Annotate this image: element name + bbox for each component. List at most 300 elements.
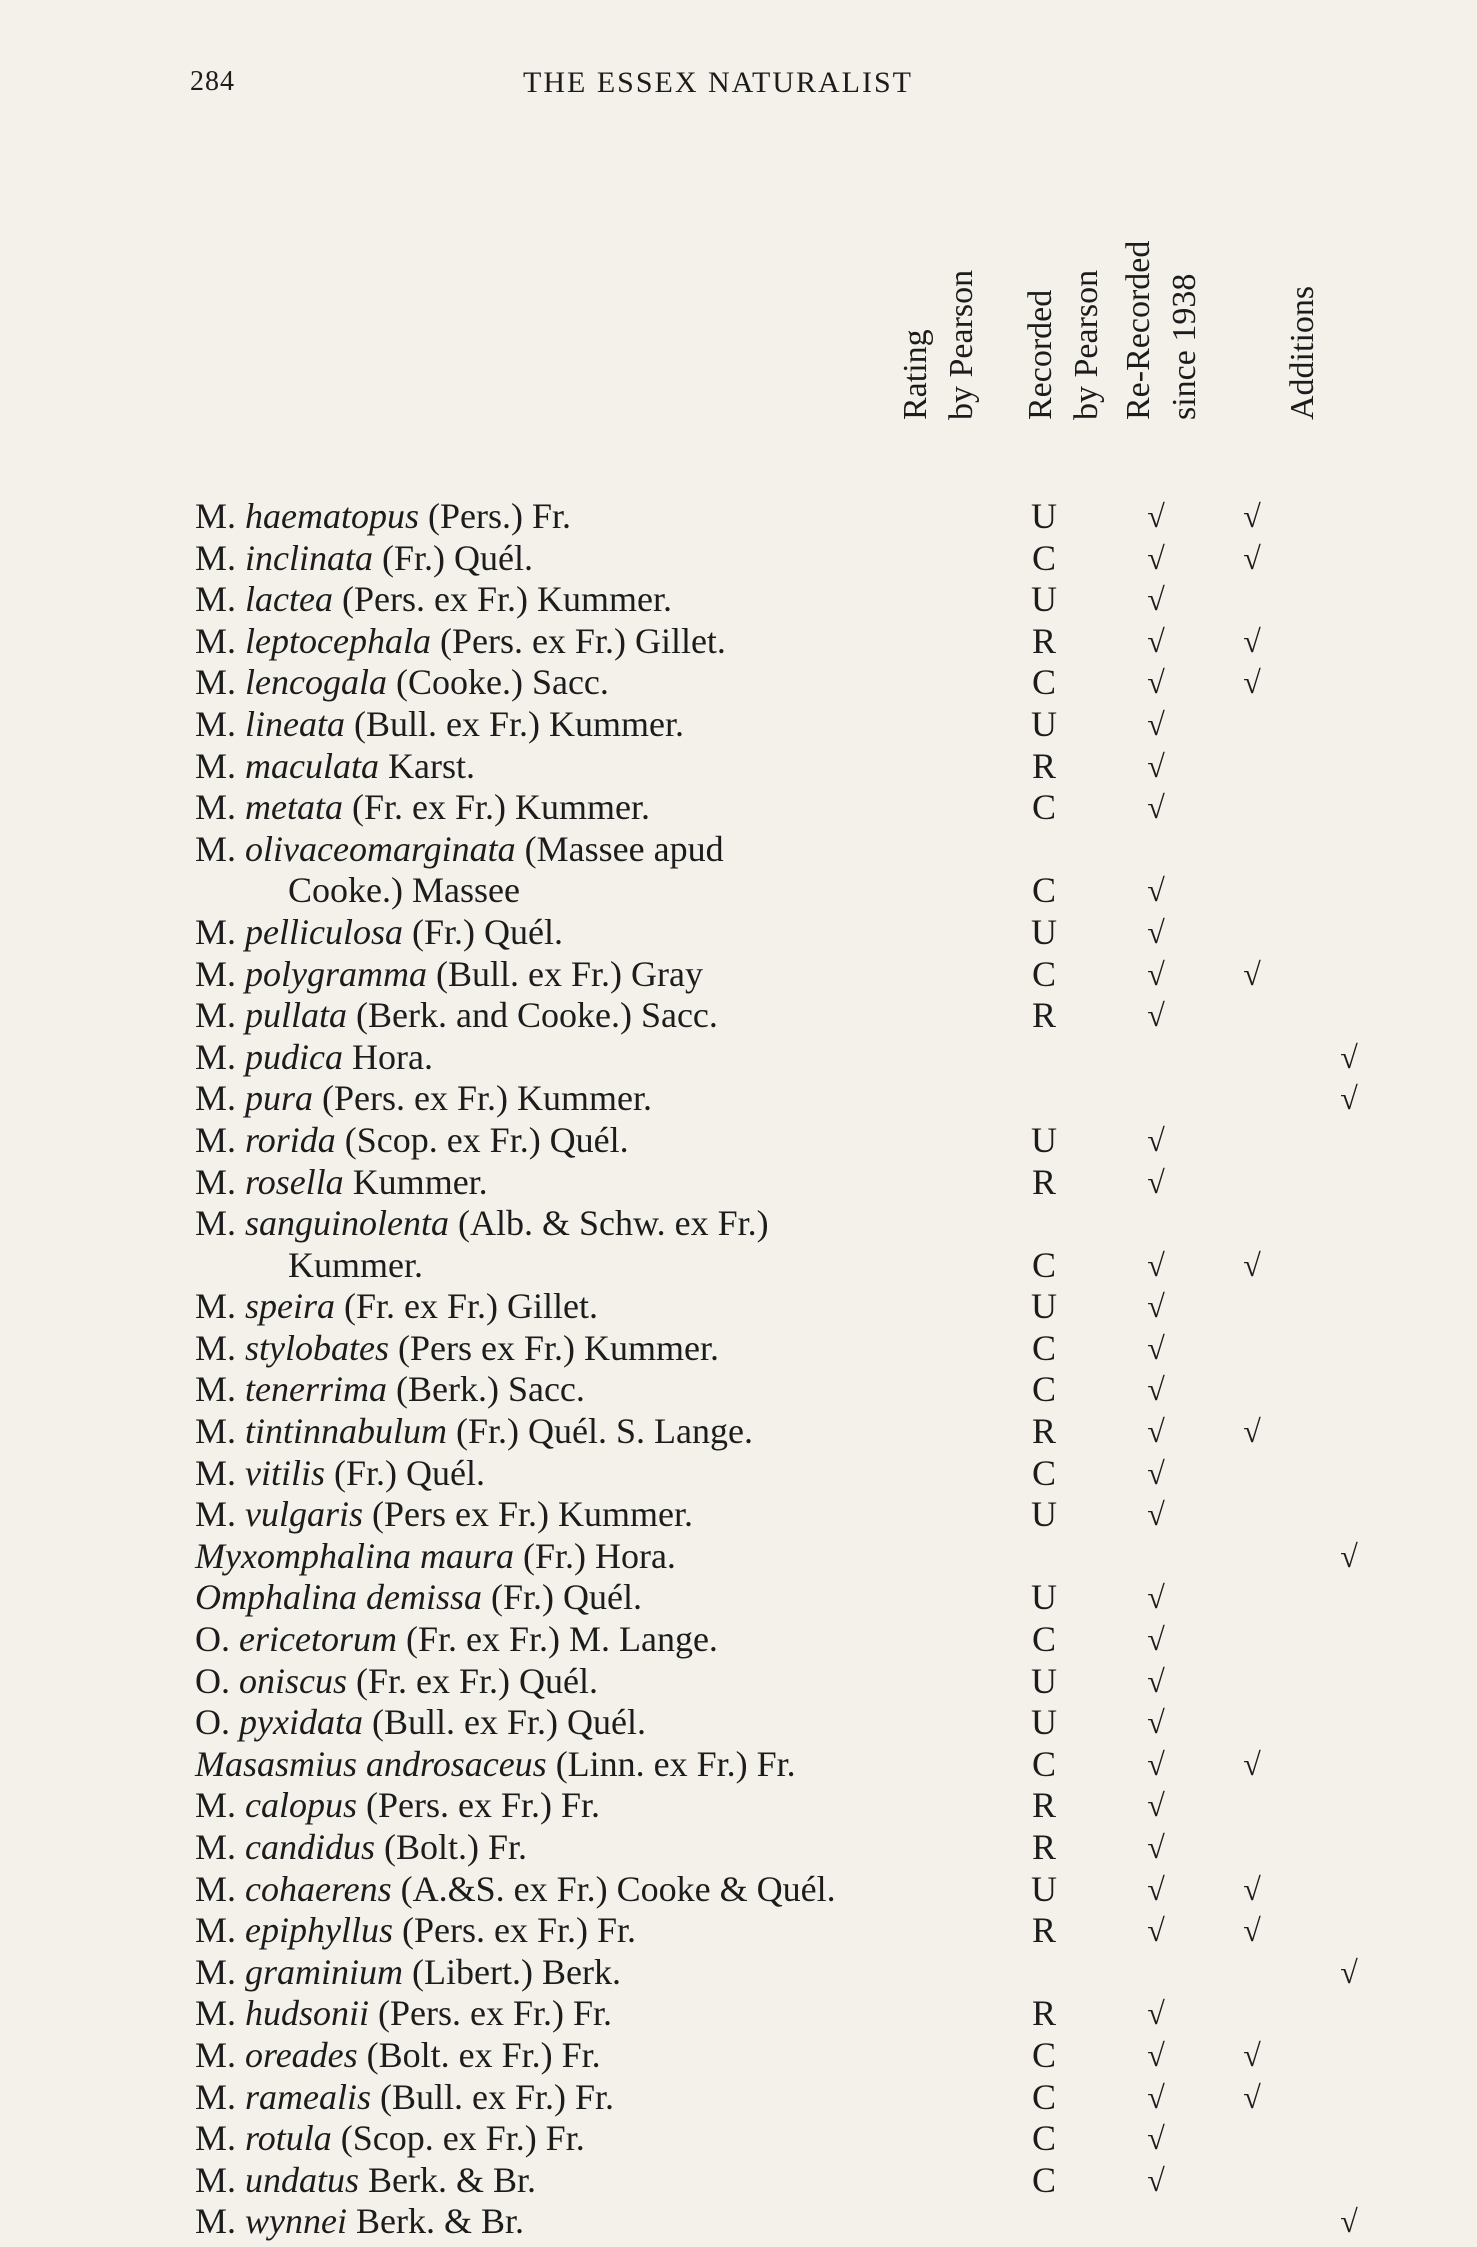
species-name <box>195 787 650 829</box>
epithet: vitilis <box>245 1452 326 1493</box>
rating-cell: C <box>1031 1619 1056 1660</box>
genus: M. <box>195 1452 237 1493</box>
genus: M. <box>195 787 237 828</box>
authority: (Libert.) Berk. <box>412 1951 621 1992</box>
authority: (Bull. ex Fr.) Quél. <box>371 1702 646 1743</box>
epithet: lineata <box>245 703 345 744</box>
genus: M. <box>195 1369 237 1410</box>
rating-cell: C <box>1031 662 1056 703</box>
species-row <box>0 662 1477 704</box>
recorded-cell: √ <box>1147 705 1165 742</box>
rating-cell: R <box>1031 1993 1056 2034</box>
recorded-cell: √ <box>1147 539 1165 576</box>
species-name <box>195 2077 614 2119</box>
rerecorded-cell: √ <box>1243 498 1261 534</box>
addition-cell: √ <box>1340 1038 1358 1075</box>
epithet: polygramma <box>245 953 428 994</box>
rating-cell: C <box>1031 2159 1056 2200</box>
species-name <box>195 1536 676 1578</box>
epithet: pura <box>245 1078 314 1119</box>
rating-cell: C <box>1031 787 1056 828</box>
column-header-line: Rating <box>897 329 934 420</box>
species-name <box>195 1952 621 1994</box>
species-name <box>195 579 672 621</box>
authority: (Fr.) Quél. S. Lange. <box>456 1411 753 1452</box>
species-name <box>195 2118 585 2160</box>
epithet: rorida <box>245 1119 336 1160</box>
species-name <box>195 621 726 663</box>
epithet: rotula <box>245 2118 332 2159</box>
species-row <box>0 870 1477 912</box>
genus: M. <box>195 579 237 620</box>
species-name <box>195 1619 718 1661</box>
recorded-cell: √ <box>1147 1496 1165 1533</box>
authority: (Pers. ex Fr.) Gillet. <box>439 620 726 661</box>
species-row <box>0 1702 1477 1744</box>
authority: (Alb. & Schw. ex Fr.) <box>458 1203 769 1244</box>
species-name <box>195 496 571 538</box>
genus: M. <box>195 1036 237 1077</box>
epithet: undatus <box>245 2159 360 2200</box>
species-row <box>0 1993 1477 2035</box>
rerecorded-cell: √ <box>1243 664 1261 701</box>
species-row <box>0 1203 1477 1245</box>
species-name <box>195 870 520 912</box>
authority: (Cooke.) Sacc. <box>395 662 609 703</box>
epithet: graminium <box>245 1951 404 1992</box>
rating-cell: U <box>1031 1286 1057 1327</box>
authority: Berk. & Br. <box>368 2159 537 2200</box>
epithet: sanguinolenta <box>245 1203 450 1244</box>
rating-cell: C <box>1031 537 1056 578</box>
epithet: speira <box>245 1286 336 1327</box>
species-row <box>0 954 1477 996</box>
authority: (Pers ex Fr.) Kummer. <box>398 1327 719 1368</box>
species-row <box>0 787 1477 829</box>
species-name <box>195 1078 652 1120</box>
addition-cell: √ <box>1340 1080 1358 1117</box>
genus: Myxomphalina <box>195 1535 411 1576</box>
rating-cell: R <box>1031 745 1056 786</box>
species-name-continuation: Kummer. <box>288 1244 423 1285</box>
epithet: androsaceus <box>366 1743 547 1784</box>
epithet: tenerrima <box>245 1369 387 1410</box>
species-name <box>195 912 563 954</box>
species-row <box>0 1785 1477 1827</box>
authority: (Pers. ex Fr.) Fr. <box>378 1993 613 2034</box>
species-row <box>0 1120 1477 1162</box>
authority: (Massee apud <box>524 828 724 869</box>
species-name <box>195 1411 753 1453</box>
species-row <box>0 1869 1477 1911</box>
species-row <box>0 1162 1477 1204</box>
species-row <box>0 1577 1477 1619</box>
authority: Hora. <box>352 1036 433 1077</box>
species-name <box>195 2160 536 2202</box>
rating-cell: U <box>1031 1494 1057 1535</box>
genus: M. <box>195 2159 237 2200</box>
species-name <box>195 662 609 704</box>
addition-cell: √ <box>1340 1537 1358 1574</box>
rating-cell: R <box>1031 1785 1056 1826</box>
species-row <box>0 1536 1477 1578</box>
species-name <box>195 1203 769 1245</box>
genus: M. <box>195 1203 237 1244</box>
genus: M. <box>195 703 237 744</box>
species-name <box>195 1827 527 1869</box>
authority: (Bull. ex Fr.) Gray <box>436 953 703 994</box>
column-header-line: Re-Recorded <box>1120 240 1157 420</box>
epithet: tintinnabulum <box>245 1411 448 1452</box>
species-row <box>0 1952 1477 1994</box>
epithet: candidus <box>245 1827 376 1867</box>
species-name <box>195 1369 585 1411</box>
species-name-continuation: Cooke.) Massee <box>288 870 520 911</box>
genus: M. <box>195 620 237 661</box>
species-name <box>195 1744 796 1786</box>
species-row <box>0 2118 1477 2160</box>
species-row <box>0 538 1477 580</box>
authority: (Linn. ex Fr.) Fr. <box>555 1743 796 1784</box>
epithet: haematopus <box>245 496 420 536</box>
recorded-cell: √ <box>1147 1454 1165 1491</box>
species-name <box>195 1162 488 1204</box>
column-header-line: by Pearson <box>1068 269 1105 420</box>
species-row <box>0 2035 1477 2077</box>
genus: Omphalina <box>195 1577 357 1618</box>
page-number: 284 <box>190 66 235 97</box>
species-list <box>0 496 1477 2243</box>
epithet: calopus <box>245 1785 358 1826</box>
recorded-cell: √ <box>1147 789 1165 826</box>
rating-cell: C <box>1031 1327 1056 1368</box>
genus: M. <box>195 1327 237 1368</box>
recorded-cell: √ <box>1147 2036 1165 2073</box>
species-row <box>0 2160 1477 2202</box>
epithet: cohaerens <box>245 1868 392 1909</box>
column-header-additions <box>1284 160 1372 420</box>
genus: M. <box>195 662 237 703</box>
authority: (Fr.) Hora. <box>522 1535 676 1576</box>
genus: M. <box>195 995 237 1036</box>
authority: (Pers.) Fr. <box>428 496 572 536</box>
authority: (Fr.) Quél. <box>382 537 533 578</box>
rating-cell: C <box>1031 2076 1056 2117</box>
recorded-cell: √ <box>1147 622 1165 659</box>
rerecorded-cell: √ <box>1243 1413 1261 1450</box>
authority: (Fr.) Quél. <box>491 1577 642 1618</box>
genus: M. <box>195 828 237 869</box>
genus: M. <box>195 2201 237 2242</box>
authority: (Pers. ex Fr.) Fr. <box>366 1785 601 1826</box>
genus: M. <box>195 1910 237 1951</box>
epithet: metata <box>245 787 343 828</box>
rating-cell: U <box>1031 1660 1057 1701</box>
genus: M. <box>195 1078 237 1119</box>
addition-cell: √ <box>1340 1953 1358 1990</box>
authority: (Fr.) Quél. <box>412 911 563 952</box>
authority: (Bolt. ex Fr.) Fr. <box>366 2034 601 2075</box>
rating-cell: C <box>1031 2118 1056 2159</box>
genus: M. <box>195 1993 237 2034</box>
rating-cell: C <box>1031 870 1056 911</box>
recorded-cell: √ <box>1147 2161 1165 2198</box>
recorded-cell: √ <box>1147 1704 1165 1741</box>
recorded-cell: √ <box>1147 913 1165 950</box>
species-row <box>0 1661 1477 1703</box>
rating-cell: C <box>1031 1452 1056 1493</box>
recorded-cell: √ <box>1147 1329 1165 1366</box>
authority: (Berk. and Cooke.) Sacc. <box>356 995 718 1036</box>
species-name <box>195 954 703 996</box>
recorded-cell: √ <box>1147 1870 1165 1907</box>
epithet: inclinata <box>245 537 374 578</box>
rerecorded-cell: √ <box>1243 1745 1261 1782</box>
recorded-cell: √ <box>1147 1995 1165 2032</box>
recorded-cell: √ <box>1147 747 1165 784</box>
genus: M. <box>195 953 237 994</box>
recorded-cell: √ <box>1147 1163 1165 1200</box>
species-row <box>0 579 1477 621</box>
genus: M. <box>195 1827 237 1867</box>
genus: O. <box>195 1660 230 1701</box>
recorded-cell: √ <box>1147 1662 1165 1699</box>
species-row <box>0 496 1477 538</box>
authority: (Pers. ex Fr.) Kummer. <box>341 579 672 620</box>
genus: M. <box>195 1868 237 1909</box>
rerecorded-cell: √ <box>1243 622 1261 659</box>
authority: (Berk.) Sacc. <box>396 1369 585 1410</box>
rerecorded-cell: √ <box>1243 2036 1261 2073</box>
authority: (Scop. ex Fr.) Fr. <box>340 2118 585 2159</box>
authority: Karst. <box>388 745 475 786</box>
epithet: rosella <box>245 1161 344 1202</box>
rerecorded-cell: √ <box>1243 1870 1261 1907</box>
genus: M. <box>195 1411 237 1452</box>
genus: M. <box>195 2034 237 2075</box>
genus: M. <box>195 1785 237 1826</box>
recorded-cell: √ <box>1147 664 1165 701</box>
recorded-cell: √ <box>1147 1121 1165 1158</box>
epithet: maculata <box>245 745 379 786</box>
rating-cell: U <box>1031 1119 1057 1160</box>
species-row <box>0 2077 1477 2119</box>
species-name <box>195 1910 636 1952</box>
epithet: vulgaris <box>245 1494 364 1535</box>
rating-cell: R <box>1031 620 1056 661</box>
genus: O. <box>195 1702 230 1743</box>
rerecorded-cell: √ <box>1243 2078 1261 2115</box>
rerecorded-cell: √ <box>1243 955 1261 992</box>
rating-cell: R <box>1031 1411 1056 1452</box>
recorded-cell: √ <box>1147 1787 1165 1824</box>
species-row <box>0 1286 1477 1328</box>
rating-cell: C <box>1031 953 1056 994</box>
genus: M. <box>195 1951 237 1992</box>
species-name <box>195 2035 601 2077</box>
species-name <box>195 704 684 746</box>
authority: (Bull. ex Fr.) Kummer. <box>354 703 684 744</box>
recorded-cell: √ <box>1147 1288 1165 1325</box>
epithet: lactea <box>245 579 333 620</box>
rerecorded-cell: √ <box>1243 1246 1261 1283</box>
epithet: pelliculosa <box>245 911 403 952</box>
species-name <box>195 1245 423 1287</box>
recorded-cell: √ <box>1147 1829 1165 1865</box>
genus: M. <box>195 496 237 536</box>
species-row <box>0 1827 1477 1869</box>
recorded-cell: √ <box>1147 1745 1165 1782</box>
genus: M. <box>195 1286 237 1327</box>
genus: M. <box>195 1119 237 1160</box>
genus: M. <box>195 2118 237 2159</box>
recorded-cell: √ <box>1147 1371 1165 1408</box>
species-name <box>195 1785 600 1827</box>
epithet: hudsonii <box>245 1993 370 2034</box>
rating-cell: U <box>1031 1702 1057 1743</box>
rating-cell: U <box>1031 703 1057 744</box>
rating-cell: C <box>1031 1369 1056 1410</box>
column-header-line: Additions <box>1284 285 1321 420</box>
species-row <box>0 1744 1477 1786</box>
species-name <box>195 1869 836 1911</box>
rating-cell: U <box>1031 1868 1057 1909</box>
species-row <box>0 1411 1477 1453</box>
epithet: oniscus <box>239 1660 347 1701</box>
rating-cell: C <box>1031 1244 1056 1285</box>
species-row <box>0 995 1477 1037</box>
authority: (Pers. ex Fr.) Fr. <box>402 1910 636 1951</box>
species-name <box>195 995 718 1037</box>
rerecorded-cell: √ <box>1243 539 1261 576</box>
rating-cell: U <box>1031 496 1057 536</box>
rating-cell: R <box>1031 1910 1056 1951</box>
authority: Berk. & Br. <box>356 2201 524 2242</box>
genus: Masasmius <box>195 1743 358 1784</box>
species-row <box>0 1453 1477 1495</box>
rating-cell: R <box>1031 1827 1056 1867</box>
epithet: stylobates <box>245 1327 389 1368</box>
epithet: ericetorum <box>239 1619 397 1660</box>
epithet: pyxidata <box>239 1702 363 1743</box>
epithet: ramealis <box>245 2076 372 2117</box>
species-name <box>195 1702 646 1744</box>
species-row <box>0 621 1477 663</box>
species-name <box>195 1453 485 1495</box>
recorded-cell: √ <box>1147 1413 1165 1450</box>
journal-title: THE ESSEX NATURALIST <box>523 66 913 99</box>
species-row <box>0 704 1477 746</box>
recorded-cell: √ <box>1147 1912 1165 1949</box>
recorded-cell: √ <box>1147 1579 1165 1616</box>
recorded-cell: √ <box>1147 2120 1165 2157</box>
rating-cell: U <box>1031 1577 1057 1618</box>
rating-cell: U <box>1031 911 1057 952</box>
species-name <box>195 1494 693 1536</box>
rating-cell: C <box>1031 1743 1056 1784</box>
species-name <box>195 1993 612 2035</box>
genus: M. <box>195 537 237 578</box>
authority: (Pers ex Fr.) Kummer. <box>372 1494 693 1535</box>
epithet: pullata <box>245 995 348 1036</box>
epithet: pudica <box>245 1036 343 1077</box>
recorded-cell: √ <box>1147 955 1165 992</box>
genus: M. <box>195 1494 237 1535</box>
species-row <box>0 829 1477 871</box>
epithet: maura <box>419 1535 514 1576</box>
species-name <box>195 538 533 580</box>
species-row <box>0 1328 1477 1370</box>
epithet: demissa <box>366 1577 482 1618</box>
epithet: leptocephala <box>245 620 431 661</box>
genus: M. <box>195 2076 237 2117</box>
epithet: olivaceomarginata <box>245 828 516 869</box>
species-row <box>0 1245 1477 1287</box>
species-row <box>0 1078 1477 1120</box>
authority: (Bull. ex Fr.) Fr. <box>380 2076 615 2117</box>
epithet: oreades <box>245 2034 358 2075</box>
addition-cell: √ <box>1340 2203 1358 2240</box>
recorded-cell: √ <box>1147 581 1165 618</box>
species-name <box>195 1286 598 1328</box>
genus: M. <box>195 1161 237 1202</box>
species-row <box>0 1910 1477 1952</box>
species-row <box>0 1619 1477 1661</box>
species-row <box>0 746 1477 788</box>
authority: (Fr. ex Fr.) M. Lange. <box>405 1619 718 1660</box>
species-name <box>195 1037 433 1079</box>
species-name <box>195 1661 598 1703</box>
species-row <box>0 1494 1477 1536</box>
epithet: epiphyllus <box>245 1910 393 1951</box>
authority: Kummer. <box>352 1161 488 1202</box>
authority: (Fr. ex Fr.) Kummer. <box>352 787 650 828</box>
species-name <box>195 1577 642 1619</box>
epithet: wynnei <box>245 2201 347 2242</box>
authority: (Fr.) Quél. <box>334 1452 485 1493</box>
species-row <box>0 912 1477 954</box>
recorded-cell: √ <box>1147 498 1165 534</box>
column-header-line: by Pearson <box>943 269 980 420</box>
rating-cell: R <box>1031 1161 1056 1202</box>
column-header-line: Recorded <box>1022 289 1059 420</box>
authority: (Fr. ex Fr.) Gillet. <box>344 1286 599 1327</box>
epithet: lencogala <box>245 662 387 703</box>
column-header-line: since 1938 <box>1166 273 1203 420</box>
recorded-cell: √ <box>1147 1246 1165 1283</box>
authority: (Pers. ex Fr.) Kummer. <box>322 1078 652 1119</box>
recorded-cell: √ <box>1147 997 1165 1034</box>
rerecorded-cell: √ <box>1243 1912 1261 1949</box>
species-name <box>195 2201 524 2243</box>
rating-cell: C <box>1031 2034 1056 2075</box>
species-name <box>195 1120 629 1162</box>
recorded-cell: √ <box>1147 872 1165 909</box>
species-row <box>0 1369 1477 1411</box>
authority: (Bolt.) Fr. <box>384 1827 528 1867</box>
authority: (A.&S. ex Fr.) Cooke & Quél. <box>400 1868 836 1909</box>
authority: (Scop. ex Fr.) Quél. <box>344 1119 629 1160</box>
rating-cell: U <box>1031 579 1057 620</box>
species-row <box>0 1037 1477 1079</box>
genus: O. <box>195 1619 230 1660</box>
species-name <box>195 1328 719 1370</box>
species-row <box>0 2201 1477 2243</box>
genus: M. <box>195 911 237 952</box>
species-name <box>195 746 475 788</box>
authority: (Fr. ex Fr.) Quél. <box>356 1660 598 1701</box>
rating-cell: R <box>1031 995 1056 1036</box>
